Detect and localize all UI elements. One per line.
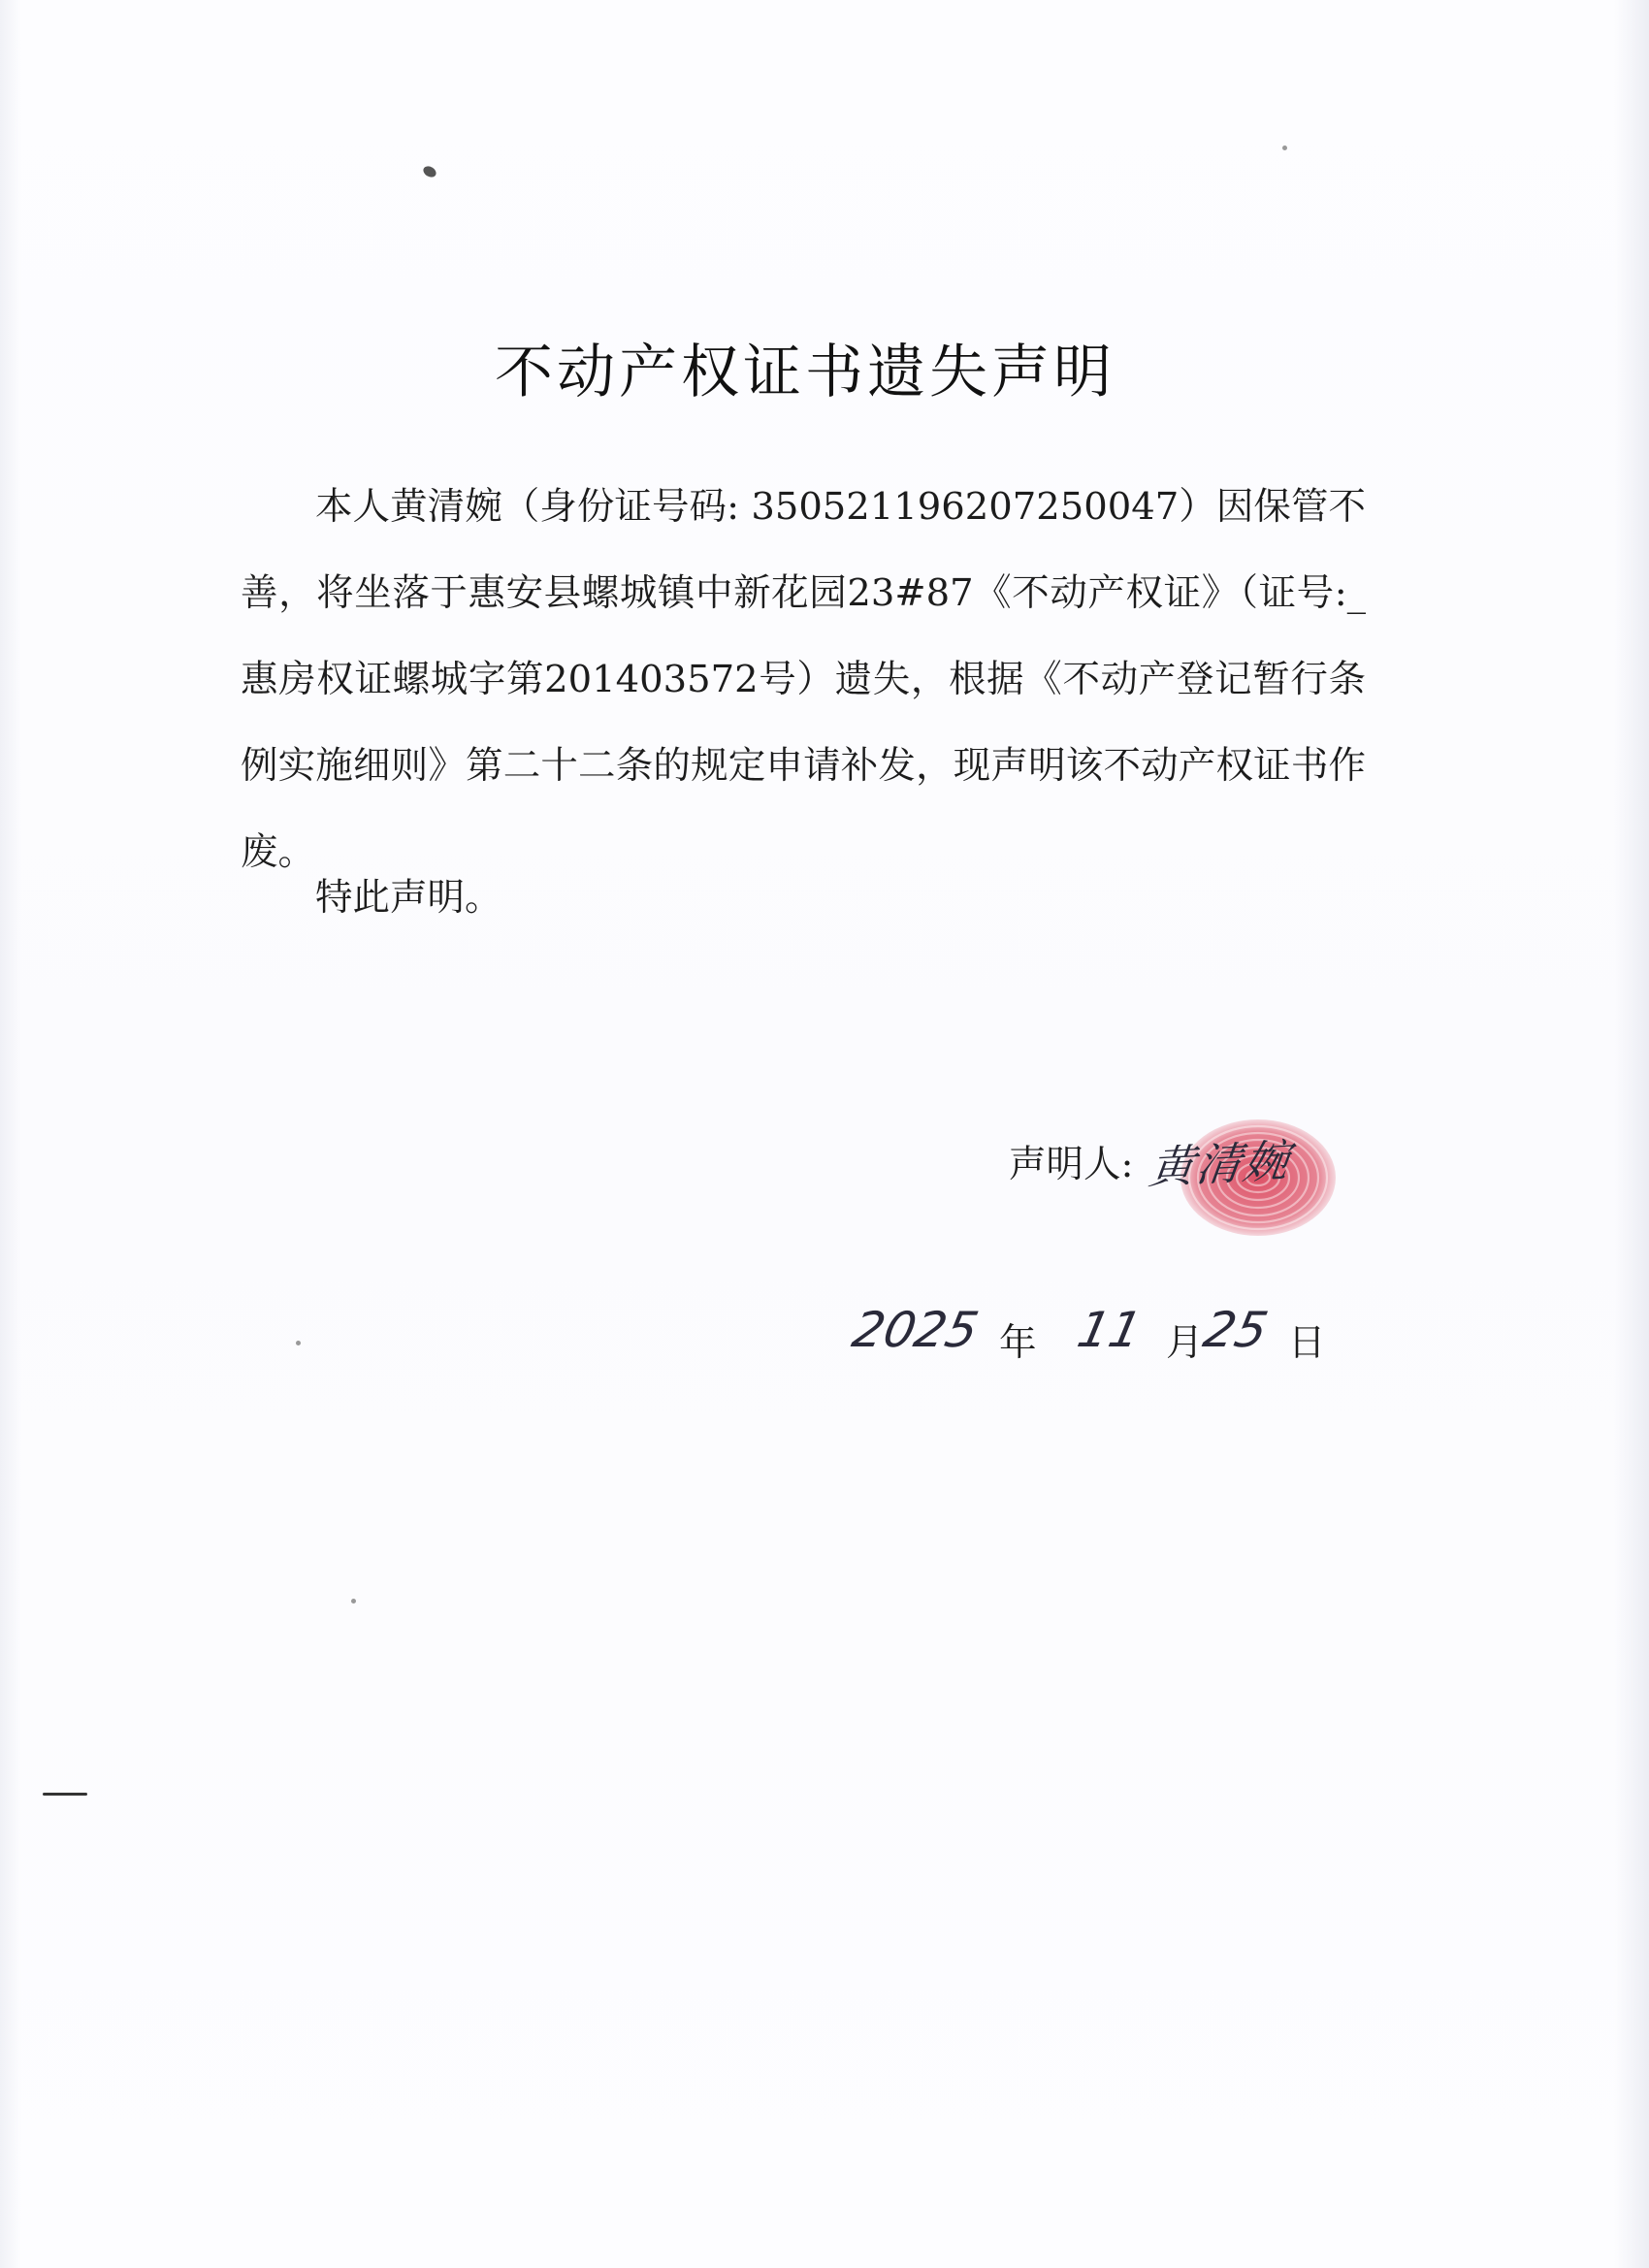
- declarant-label: 声明人:: [1009, 1143, 1134, 1186]
- date-line: [847, 1302, 1358, 1370]
- declaration-body: [241, 464, 1366, 895]
- date-day-handwritten: 25: [1198, 1302, 1273, 1358]
- scan-speck: [421, 164, 437, 179]
- declaration-paragraph: 本人黄清婉（身份证号码: 350521196207250047）因保管不善，将坐落于惠安县螺城镇中新花园23#87《不动产权证》（证号:_惠房权证螺城字第201403572号）遗失，根据《不动产登记暂行条例实施细则》第二十二条的规定申请补发，现声明该不动产权证书作废。: [241, 485, 1366, 874]
- date-month-handwritten: 11: [1072, 1302, 1147, 1358]
- date-year-handwritten: 2025: [847, 1302, 984, 1358]
- scan-speck: [351, 1599, 356, 1604]
- scan-speck: [43, 1793, 87, 1796]
- date-day-unit: 日: [1288, 1321, 1326, 1365]
- date-month-unit: 月: [1166, 1321, 1204, 1365]
- closing-statement: 特此声明。: [315, 876, 502, 920]
- scan-shadow-right: [1614, 0, 1649, 2268]
- handwritten-signature: 黄清婉: [1146, 1134, 1294, 1194]
- date-year-unit: 年: [999, 1321, 1037, 1365]
- scan-speck: [296, 1341, 301, 1345]
- scan-speck: [1282, 146, 1287, 150]
- page-title: 不动产权证书遗失声明: [495, 339, 1116, 407]
